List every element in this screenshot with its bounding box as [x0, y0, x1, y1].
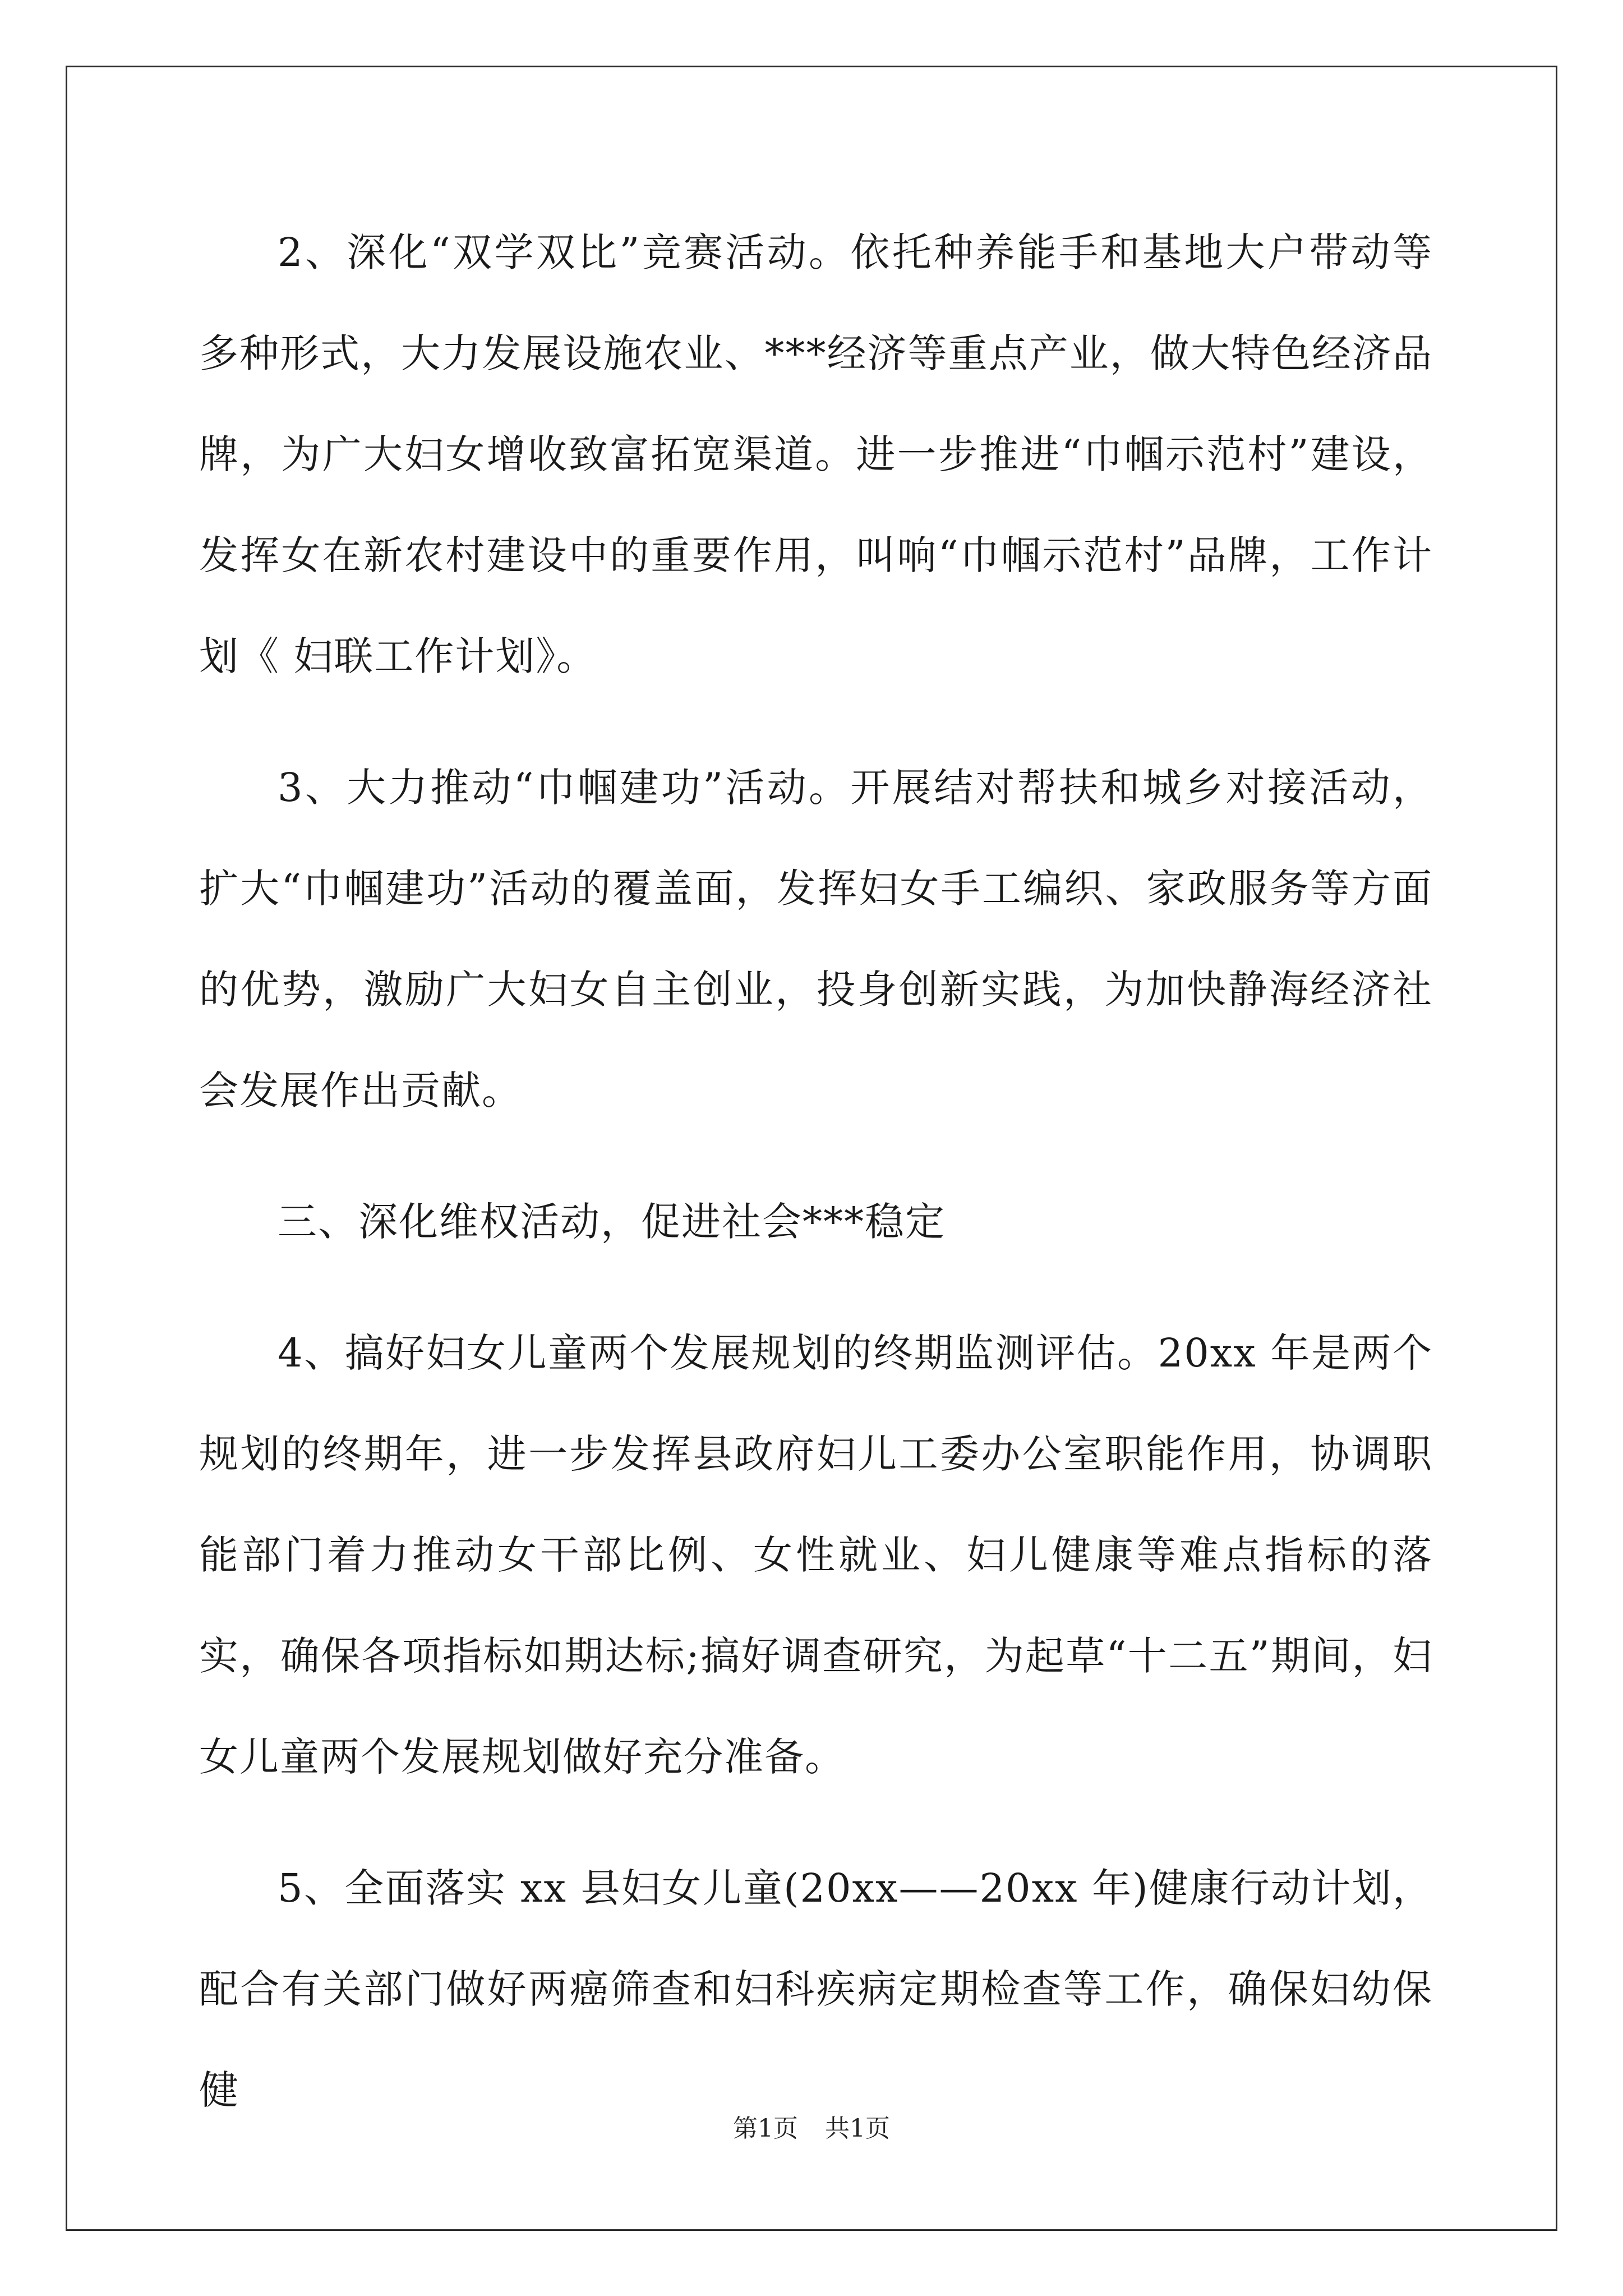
document-body — [199, 202, 1433, 2171]
paragraph-2: 2、深化“双学双比”竞赛活动。依托种养能手和基地大户带动等多种形式，大力发展设施农业、***经济等重点产业，做大特色经济品牌，为广大妇女增收致富拓宽渠道。进一步推进“巾帼示范村”建设，发挥女在新农村建设中的重要作用，叫响“巾帼示范村”品牌，工作计划《 妇联工作计划》。 — [199, 229, 1433, 679]
paragraph-4: 4、搞好妇女儿童两个发展规划的终期监测评估。20xx 年是两个规划的终期年，进一步发挥县政府妇儿工委办公室职能作用，协调职能部门着力推动女干部比例、女性就业、妇儿健康等难点指标的落实，确保各项指标如期达标;搞好调查研究，为起草“十二五”期间，妇女儿童两个发展规划做好充分准备。 — [199, 1330, 1433, 1780]
page-number-current: 第1页 — [733, 2114, 798, 2143]
paragraph-3: 3、大力推动“巾帼建功”活动。开展结对帮扶和城乡对接活动，扩大“巾帼建功”活动的覆盖面，发挥妇女手工编织、家政服务等方面的优势，激励广大妇女自主创业，投身创新实践，为加快静海经济社会发展作出贡献。 — [199, 765, 1433, 1114]
section-heading-3: 三、深化维权活动，促进社会***稳定 — [278, 1199, 946, 1245]
page-footer — [0, 2112, 1623, 2146]
page-number-total: 共1页 — [825, 2114, 890, 2143]
paragraph-5: 5、全面落实 xx 县妇女儿童(20xx——20xx 年)健康行动计划，配合有关部门做好两癌筛查和妇科疾病定期检查等工作，确保妇幼保健 — [199, 1865, 1433, 2113]
